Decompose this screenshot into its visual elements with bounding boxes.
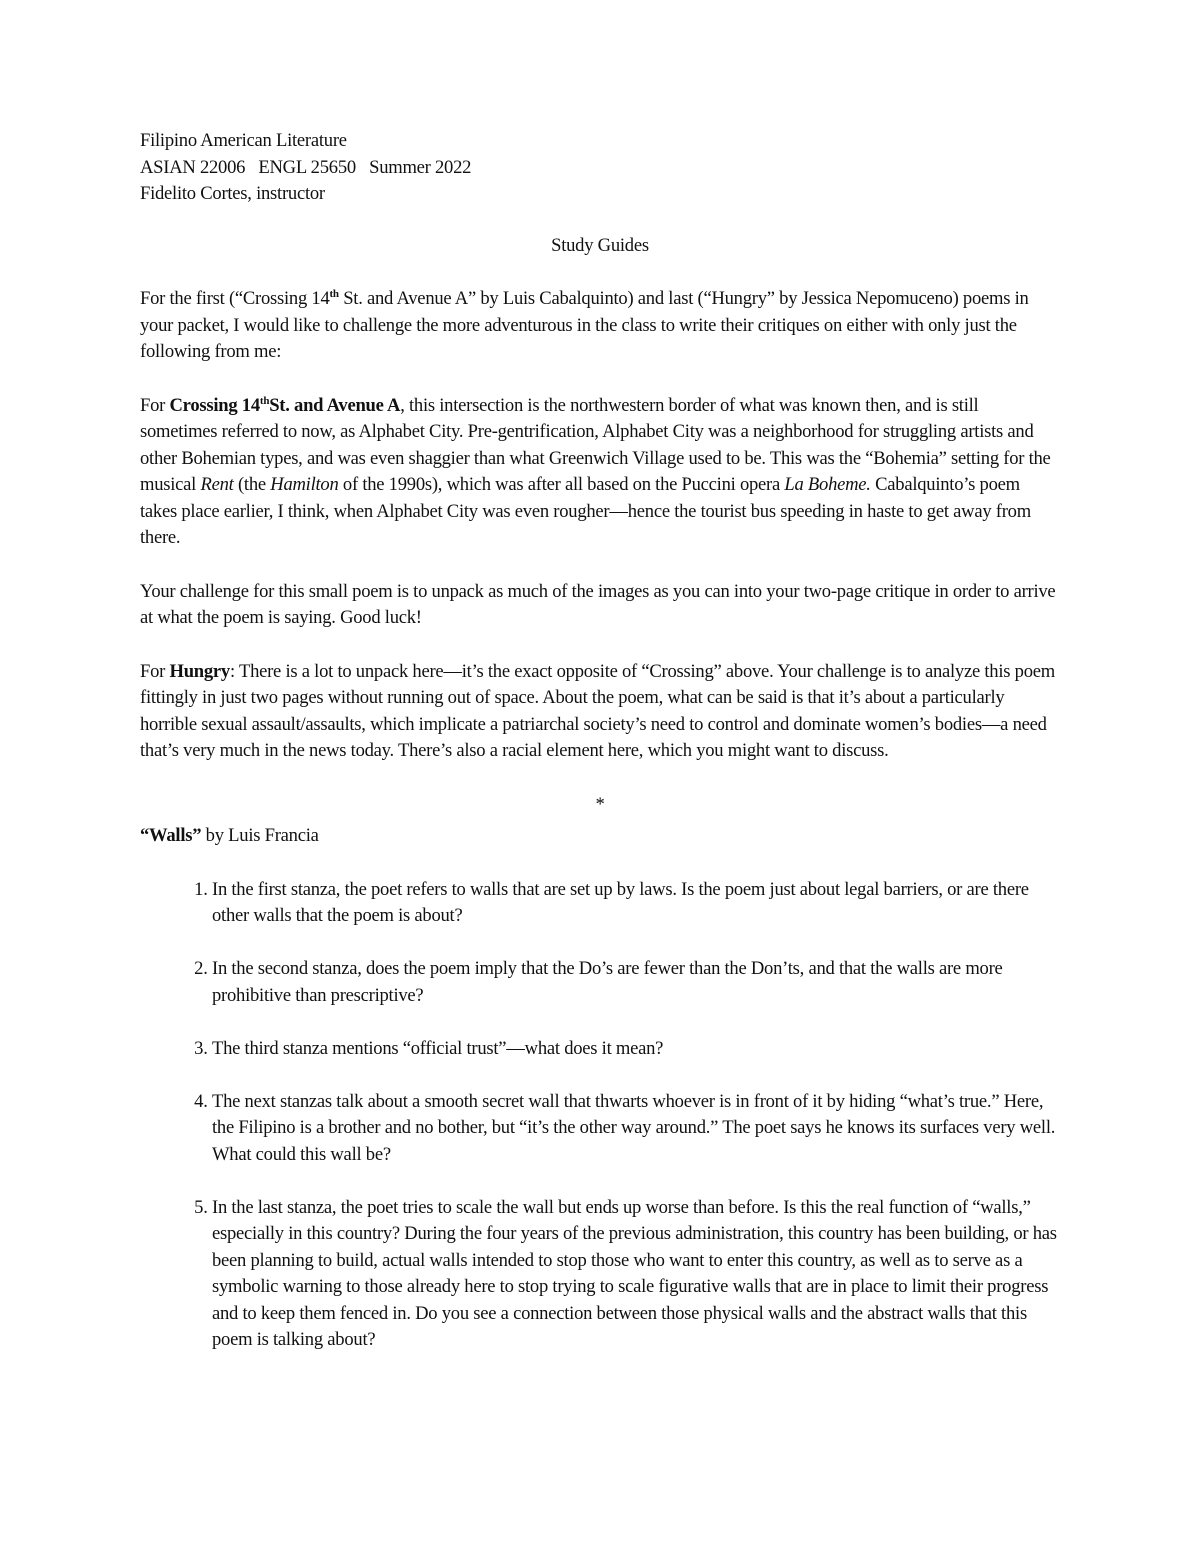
text: For bbox=[140, 660, 170, 682]
walls-heading bbox=[140, 823, 1060, 850]
intro-text: For the first (“Crossing 14 bbox=[140, 288, 330, 309]
poem-title: St. and Avenue A bbox=[269, 394, 401, 416]
crossing-paragraph bbox=[140, 393, 1060, 552]
superscript: th bbox=[259, 394, 270, 407]
course-codes: ASIAN 22006 ENGL 25650 Summer 2022 bbox=[140, 156, 472, 178]
page-title: Study Guides bbox=[551, 234, 649, 256]
course-title: Filipino American Literature bbox=[140, 130, 347, 151]
text: (the bbox=[233, 474, 271, 495]
document-page bbox=[140, 128, 1060, 1380]
text: of the 1990s), which was after all based on the Puccini opera bbox=[338, 474, 785, 495]
byline: by Luis Francia bbox=[201, 825, 319, 846]
question-list bbox=[140, 877, 1060, 1354]
question-item: 1. In the first stanza, the poet refers to walls that are set up by laws. Is the poem just about legal barriers, or are there other walls that the poem is about? bbox=[212, 877, 1060, 930]
superscript: th bbox=[329, 287, 339, 300]
question-item: 4. The next stanzas talk about a smooth secret wall that thwarts whoever is in front of it by hiding “what’s true.” Here, the Filipino is a brother and no bother, but “it’s the other way around.” The poet says he knows its surfaces very well. What could this wall be? bbox=[212, 1089, 1060, 1169]
challenge-paragraph: Your challenge for this small poem is to unpack as much of the images as you can into your two-page critique in order to arrive at what the poem is saying. Good luck! bbox=[140, 580, 1056, 628]
question-item: 3. The third stanza mentions “official trust”—what does it mean? bbox=[212, 1036, 1060, 1063]
text: , this intersection is the northwestern border of what was known then, and is still sometimes referred to now, as Alphabet City. Pre-gentrification, Alphabet City was a neighborhood for struggling artists and other Bohemian types, and was even shaggier than what Greenwich Village used to be. This was the “Bohemia” setting for the musical bbox=[140, 394, 1051, 495]
poem-title: Hungry bbox=[169, 660, 230, 682]
intro-paragraph bbox=[140, 286, 1060, 366]
poem-title: “Walls” bbox=[140, 825, 202, 846]
instructor: Fidelito Cortes, instructor bbox=[140, 183, 325, 204]
hungry-paragraph bbox=[140, 659, 1060, 765]
question-item: 2. In the second stanza, does the poem imply that the Do’s are fewer than the Don’ts, and that the walls are more prohibitive than prescriptive? bbox=[212, 956, 1060, 1009]
section-separator: * bbox=[595, 793, 605, 815]
question-item: 5. In the last stanza, the poet tries to scale the wall but ends up worse than before. Is this the real function of “walls,” especially in this country? During the four years of the previous administration, this country has been building, or has been planning to build, actual walls intended to stop those who want to enter this country, as well as to serve as a symbolic warning to those already here to stop trying to scale figurative walls that are in place to limit their progress and to keep them fenced in. Do you see a connection between those physical walls and the abstract walls that this poem is talking about? bbox=[212, 1195, 1060, 1354]
italic-title: Rent bbox=[200, 474, 234, 495]
italic-title: La Boheme. bbox=[784, 474, 871, 495]
intro-text: St. and Avenue A” by Luis Cabalquinto) and last (“Hungry” by Jessica Nepomuceno) poems in your packet, I would like to challenge the more adventurous in the class to write their critiques on either with only just the following from me: bbox=[140, 288, 1029, 362]
text: Cabalquinto’s poem takes place earlier, I think, when Alphabet City was even rougher—hence the tourist bus speeding in haste to get away from there. bbox=[140, 474, 1031, 548]
poem-title: Crossing 14 bbox=[169, 394, 260, 416]
text: For bbox=[140, 394, 170, 416]
text: : There is a lot to unpack here—it’s the exact opposite of “Crossing” above. Your challenge is to analyze this poem fittingly in just two pages without running out of space. About the poem, what can be said is that it’s about a particularly horrible sexual assault/assaults, which implicate a patriarchal society’s need to control and dominate women’s bodies—a need that’s very much in the news today. There’s also a racial element here, which you might want to discuss. bbox=[140, 660, 1055, 761]
italic-title: Hamilton bbox=[270, 474, 339, 495]
